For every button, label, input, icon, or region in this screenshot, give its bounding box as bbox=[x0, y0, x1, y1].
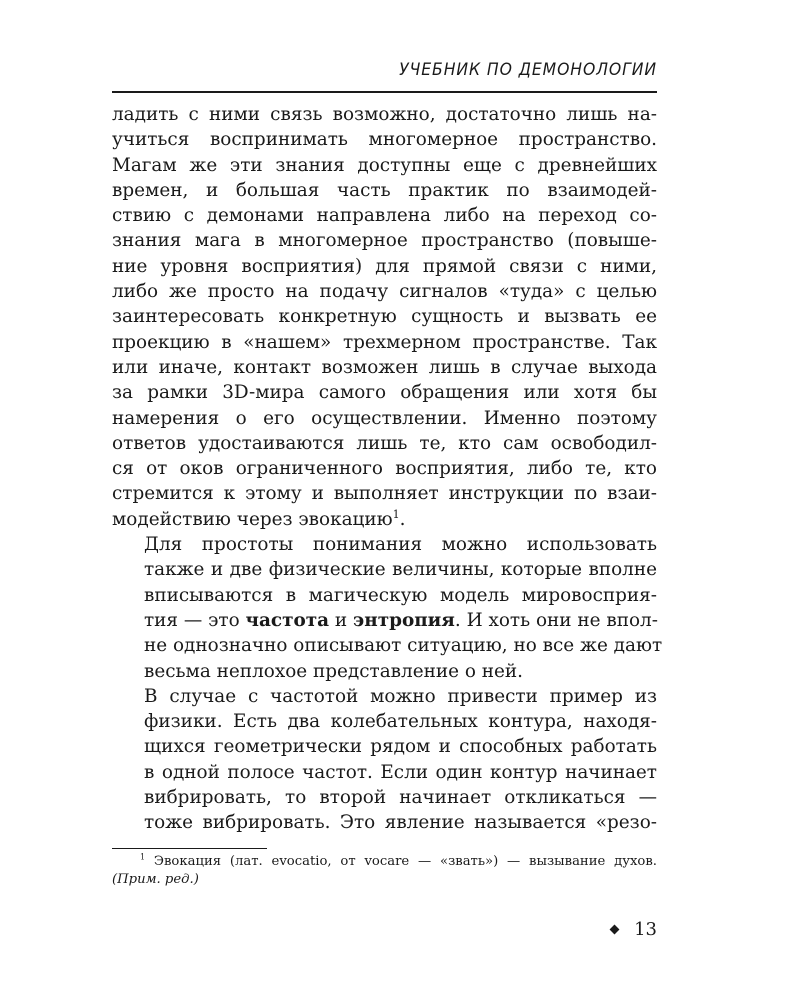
folio bbox=[611, 919, 657, 940]
footnote-body: Эвокация (лат. evocatio, от vocare — «звать») — вызывание духов. bbox=[153, 854, 657, 869]
bold-term-frequency: частота bbox=[245, 609, 330, 631]
footnote bbox=[112, 853, 657, 889]
text-fragment: . bbox=[399, 508, 406, 530]
diamond-ornament-icon bbox=[610, 925, 620, 935]
text-line: щихся геометрически рядом и способных работать bbox=[144, 736, 657, 758]
header-rule bbox=[112, 91, 657, 93]
text-line: В случае с частотой можно привести пример из bbox=[144, 685, 657, 707]
text-line: вибрировать, то второй начинает откликаться — bbox=[144, 787, 657, 809]
paragraph-2 bbox=[112, 532, 663, 684]
text-line: стремится к этому и выполняет инструкции по взаи- bbox=[112, 483, 657, 505]
text-fragment: тия — это bbox=[144, 609, 246, 631]
footnote-editor-note: (Прим. ред.) bbox=[112, 872, 199, 887]
bold-term-entropy: энтропия bbox=[353, 609, 455, 631]
page-number: 13 bbox=[634, 919, 657, 940]
text-line: вписываются в магическую модель мировосприя- bbox=[144, 584, 657, 606]
footnote-reference[interactable]: 1 bbox=[392, 507, 400, 521]
text-line bbox=[112, 507, 657, 532]
text-line: ние уровня восприятия) для прямой связи с ними, bbox=[112, 255, 657, 277]
paragraph-1 bbox=[112, 102, 657, 532]
text-line: знания мага в многомерное пространство (повыше- bbox=[112, 230, 657, 252]
text-line: весьма неплохое представление о ней. bbox=[144, 660, 523, 682]
text-line: не однозначно описывают ситуацию, но все же дают bbox=[144, 635, 663, 657]
text-line: Магам же эти знания доступны еще с древнейших bbox=[112, 154, 657, 176]
paragraph-3 bbox=[112, 684, 657, 836]
footnote-marker: 1 bbox=[140, 852, 146, 862]
body-text bbox=[112, 102, 663, 836]
text-fragment: . И хоть они не впол- bbox=[454, 609, 658, 631]
text-line: физики. Есть два колебательных контура, находя- bbox=[144, 711, 657, 733]
text-line: ладить с ними связь возможно, достаточно лишь на- bbox=[112, 104, 657, 125]
text-line: Для простоты понимания можно использовать bbox=[144, 534, 657, 556]
text-line bbox=[112, 608, 657, 633]
text-line: либо же просто на подачу сигналов «туда» с целью bbox=[112, 281, 657, 303]
text-line: или иначе, контакт возможен лишь в случае выхода bbox=[112, 356, 657, 378]
text-line: учиться воспринимать многомерное пространство. bbox=[112, 129, 657, 151]
running-head: УЧЕБНИК ПО ДЕМОНОЛОГИИ bbox=[399, 60, 657, 80]
text-line: тоже вибрировать. Это явление называется «резо- bbox=[144, 812, 657, 834]
text-line: проекцию в «нашем» трехмерном пространстве. Так bbox=[112, 331, 657, 353]
text-line: намерения о его осуществлении. Именно поэтому bbox=[112, 407, 657, 429]
text-line: также и две физические величины, которые вполне bbox=[144, 559, 657, 581]
text-fragment: и bbox=[329, 609, 354, 631]
footnote-text bbox=[112, 853, 657, 871]
text-line: ответов удостаиваются лишь те, кто сам освободил- bbox=[112, 432, 657, 454]
text-line: ствию с демонами направлена либо на переход со- bbox=[112, 205, 657, 227]
text-line: заинтересовать конкретную сущность и вызвать ее bbox=[112, 306, 657, 328]
text-line: за рамки 3D-мира самого обращения или хотя бы bbox=[112, 382, 657, 404]
text-line: ся от оков ограниченного восприятия, либо те, кто bbox=[112, 458, 657, 480]
text-line: в одной полосе частот. Если один контур начинает bbox=[144, 761, 657, 783]
footnote-rule bbox=[112, 848, 267, 849]
text-line: времен, и большая часть практик по взаимодей- bbox=[112, 179, 657, 201]
text-fragment: модействию через эвокацию bbox=[112, 508, 393, 530]
